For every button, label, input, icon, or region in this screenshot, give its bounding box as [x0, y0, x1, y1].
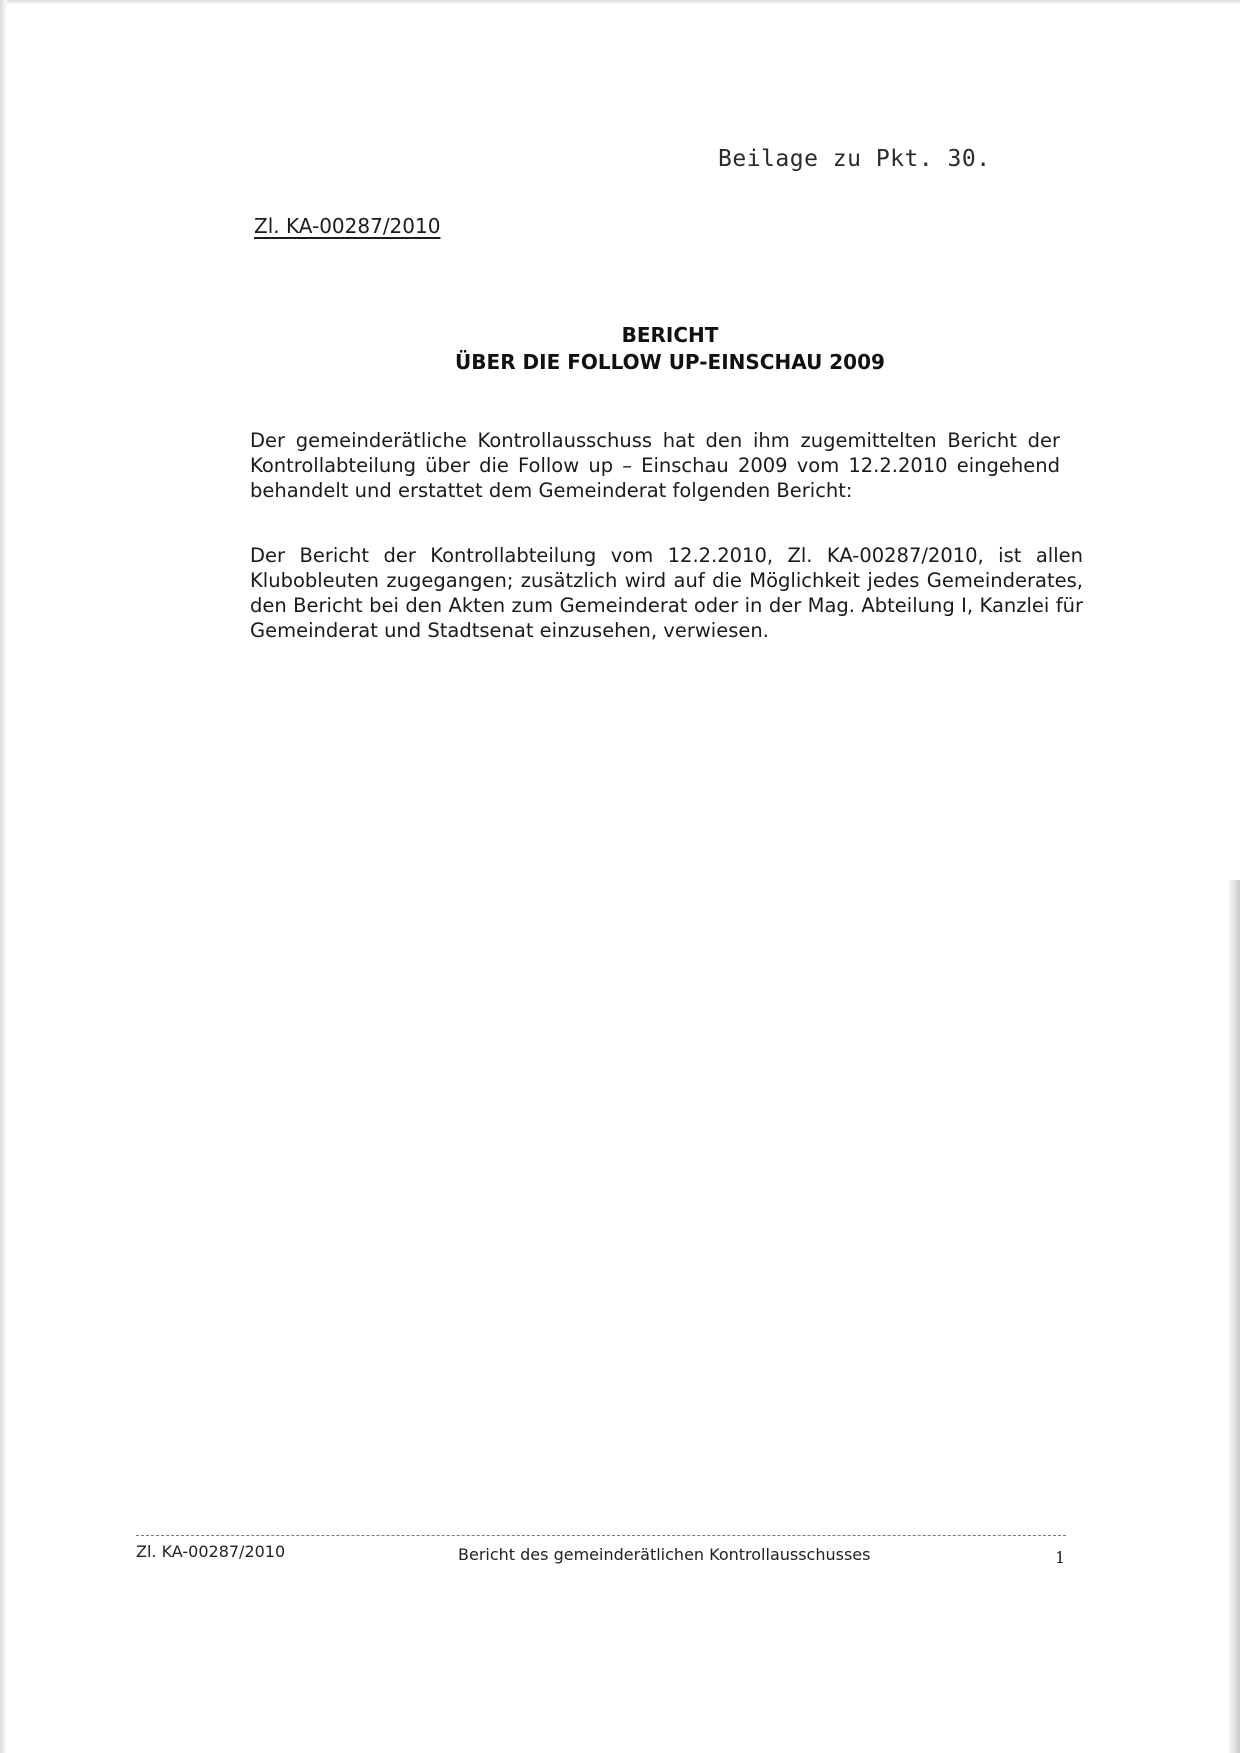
scan-edge-right [1228, 880, 1240, 1753]
report-title [250, 322, 1090, 376]
page-number: 1 [1055, 1548, 1066, 1567]
title-line-1: BERICHT [621, 323, 719, 347]
footer-title: Bericht des gemeinderätlichen Kontrollausschusses [458, 1545, 871, 1564]
body-paragraph-1: Der gemeinderätliche Kontrollausschuss hat den ihm zugemittelten Bericht der Kontrollabteilung über die Follow up – Einschau 2009 vom 12.2.2010 eingehend behandelt und erstattet dem Gemeinderat folgenden Bericht: [250, 429, 1060, 502]
title-line-2: ÜBER DIE FOLLOW UP-EINSCHAU 2009 [455, 350, 885, 374]
annex-note: Beilage zu Pkt. 30. [718, 146, 991, 172]
footer-divider [136, 1535, 1066, 1536]
scan-edge-left [0, 0, 7, 1753]
reference-number: Zl. KA-00287/2010 [254, 214, 441, 238]
scan-edge-top [0, 0, 1240, 5]
footer-reference: Zl. KA-00287/2010 [136, 1542, 286, 1561]
body-paragraph-2: Der Bericht der Kontrollabteilung vom 12.2.2010, Zl. KA-00287/2010, ist allen Klubobleuten zugegangen; zusätzlich wird auf die Möglichkeit jedes Gemeinderates, den Bericht bei den Akten zum Gemeinderat oder in der Mag. Abteilung I, Kanzlei für Gemeinderat und Stadtsenat einzusehen, verwiesen. [250, 544, 1083, 642]
